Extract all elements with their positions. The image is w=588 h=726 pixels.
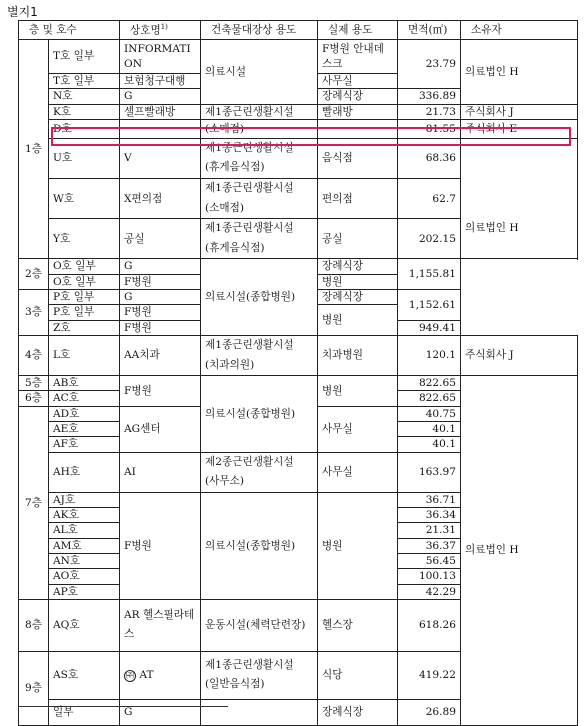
area-cell: 163.97 (398, 452, 461, 492)
registry-cell: 제1종근린생활시설 (일반음식점) (201, 651, 318, 699)
area-cell: 1,152.61 (398, 290, 461, 321)
floor-cell: 5층 (19, 376, 49, 391)
table-row (19, 138, 578, 178)
area-cell: 1,155.81 (398, 259, 461, 290)
trade-cell: F병원 (120, 492, 201, 599)
unit-cell: AF호 (49, 437, 120, 452)
footnote-rule (18, 706, 228, 707)
registry-cell: 제1종근린생활시설 (소매점) (201, 179, 318, 219)
header-actual-use: 실제 용도 (318, 21, 398, 40)
registry-cell: 의료시설(종합병원) (201, 376, 318, 452)
unit-cell: AQ호 (49, 599, 120, 651)
area-cell: 42.29 (398, 584, 461, 599)
trade-cell: AG센터 (120, 406, 201, 452)
unit-cell: P호 일부 (49, 305, 120, 320)
actual-cell: 장례식장 (318, 699, 398, 725)
actual-cell: 병원 (318, 274, 398, 289)
actual-cell: 공실 (318, 219, 398, 259)
registry-cell: 의료시설(종합병원) (201, 259, 318, 335)
trade-cell: 셀프빨래방 (120, 104, 201, 119)
registry-cell: 운동시설(체력단련장) (201, 599, 318, 651)
unit-cell: AB호 (49, 376, 120, 391)
owner-cell: 의료법인 H (461, 376, 578, 726)
registry-cell: 의료시설 (201, 40, 318, 105)
area-cell: 336.89 (398, 89, 461, 104)
unit-cell: P호 일부 (49, 290, 120, 305)
unit-cell: AK호 (49, 508, 120, 523)
area-cell: 40.1 (398, 437, 461, 452)
actual-cell: 식당 (318, 651, 398, 699)
actual-cell: 음식점 (318, 138, 398, 178)
area-cell: 120.1 (398, 335, 461, 375)
trade-cell: AA치과 (120, 335, 201, 375)
owner-cell: 의료법인 H (461, 40, 578, 105)
area-cell: 618.26 (398, 599, 461, 651)
trade-cell (120, 119, 201, 138)
header-floor: 층 및 호수 (19, 21, 120, 40)
actual-cell: 빨래방 (318, 104, 398, 119)
building-use-table (18, 20, 578, 726)
unit-cell: U호 (49, 138, 120, 178)
registry-cell (201, 699, 318, 725)
unit-cell: O호 일부 (49, 274, 120, 289)
trade-cell: X편의점 (120, 179, 201, 219)
table-row (19, 376, 578, 391)
unit-cell: AS호 (49, 651, 120, 699)
actual-cell: 병원 (318, 376, 398, 407)
area-cell: 56.45 (398, 553, 461, 568)
registry-cell: 제1종근린생활시설 (201, 104, 318, 119)
floor-cell: 6층 (19, 391, 49, 406)
header-area: 면적(㎡) (398, 21, 461, 40)
trade-cell: F병원 (120, 305, 201, 320)
actual-cell: 장례식장 (318, 259, 398, 274)
area-cell: 81.55 (398, 119, 461, 138)
area-cell: 822.65 (398, 391, 461, 406)
trade-cell: AI (120, 452, 201, 492)
actual-cell: 편의점 (318, 179, 398, 219)
trade-cell: G (120, 290, 201, 305)
registry-cell: 제1종근린생활시설 (치과의원) (201, 335, 318, 375)
header-registry-use: 건축물대장상 용도 (201, 21, 318, 40)
owner-cell: 의료법인 H (461, 138, 578, 259)
unit-cell: AO호 (49, 569, 120, 584)
unit-cell: L호 (49, 335, 120, 375)
area-cell: 23.79 (398, 40, 461, 89)
registry-cell: 의료시설(종합병원) (201, 492, 318, 599)
table-row (19, 40, 578, 74)
area-cell: 949.41 (398, 320, 461, 335)
area-cell: 40.75 (398, 406, 461, 421)
actual-cell: F병원 안내데스크 (318, 40, 398, 74)
trade-cell: INFORMATION (120, 40, 201, 74)
actual-cell: 사무실 (318, 452, 398, 492)
registry-cell: (소매점) (201, 119, 318, 138)
trade-cell: G (120, 89, 201, 104)
trade-cell: 보험청구대행 (120, 74, 201, 89)
unit-cell: K호 (49, 104, 120, 119)
area-cell: 21.73 (398, 104, 461, 119)
actual-cell: 사무실 (318, 74, 398, 89)
attachment-title: 별지1 (7, 5, 38, 19)
actual-cell: 병원 (318, 492, 398, 599)
actual-cell: 장례식장 (318, 89, 398, 104)
trade-cell: F병원 (120, 274, 201, 289)
actual-cell: 치과병원 (318, 335, 398, 375)
trade-cell: 공실 (120, 219, 201, 259)
actual-cell: 사무실 (318, 406, 398, 452)
table-row (19, 104, 578, 119)
area-cell: 36.71 (398, 492, 461, 507)
area-cell: 202.15 (398, 219, 461, 259)
unit-cell: AD호 (49, 406, 120, 421)
floor-cell: 2층 (19, 259, 49, 290)
trade-cell: F병원 (120, 320, 201, 335)
registry-cell: 제1종근린생활시설 (휴게음식점) (201, 219, 318, 259)
actual-cell: 헬스장 (318, 599, 398, 651)
floor-cell: 9층 (19, 651, 49, 725)
trade-cell: G (120, 259, 201, 274)
floor-cell: 8층 (19, 599, 49, 651)
unit-cell: N호 (49, 89, 120, 104)
owner-cell: 주식회사 J (461, 335, 578, 375)
unit-cell: AN호 (49, 553, 120, 568)
actual-cell (318, 119, 398, 138)
owner-cell: 주식회사 E (461, 119, 578, 138)
area-cell: 68.36 (398, 138, 461, 178)
header-owner: 소유자 (461, 21, 578, 40)
unit-cell: AH호 (49, 452, 120, 492)
unit-cell: AP호 (49, 584, 120, 599)
area-cell: 40.1 (398, 422, 461, 437)
area-cell: 100.13 (398, 569, 461, 584)
table-row (19, 259, 578, 274)
area-cell: 21.31 (398, 523, 461, 538)
table-row (19, 335, 578, 375)
header-trade: 상호명$^{1)}$ (120, 21, 201, 40)
unit-cell: Y호 (49, 219, 120, 259)
unit-cell: T호 일부 (49, 40, 120, 74)
corporation-mark: ㈜ (126, 671, 135, 681)
floor-cell: 4층 (19, 335, 49, 375)
area-cell: 419.22 (398, 651, 461, 699)
unit-cell: W호 (49, 179, 120, 219)
unit-cell: 일부 (49, 699, 120, 725)
unit-cell: O호 일부 (49, 259, 120, 274)
trade-cell: AR 헬스필라테스 (120, 599, 201, 651)
unit-cell: AJ호 (49, 492, 120, 507)
registry-cell: 제1종근린생활시설 (휴게음식점) (201, 138, 318, 178)
unit-cell: AC호 (49, 391, 120, 406)
owner-cell: 주식회사 J (461, 104, 578, 119)
header-row (19, 21, 578, 40)
trade-cell: G (120, 699, 201, 725)
trade-cell: F병원 (120, 376, 201, 407)
registry-cell: 제2종근린생활시설 (사무소) (201, 452, 318, 492)
table-row-highlighted (19, 119, 578, 138)
unit-cell: AL호 (49, 523, 120, 538)
unit-cell: Z호 (49, 320, 120, 335)
floor-cell: 1층 (19, 40, 49, 259)
actual-cell: 장례식장 (318, 290, 398, 305)
trade-cell: V (120, 138, 201, 178)
unit-cell: AM호 (49, 538, 120, 553)
floor-cell: 7층 (19, 406, 49, 599)
floor-cell: 3층 (19, 290, 49, 336)
area-cell: 36.34 (398, 508, 461, 523)
area-cell: 62.7 (398, 179, 461, 219)
area-cell: 26.89 (398, 699, 461, 725)
area-cell: 36.37 (398, 538, 461, 553)
actual-cell: 병원 (318, 305, 398, 336)
unit-cell: D호 (49, 119, 120, 138)
unit-cell: T호 일부 (49, 74, 120, 89)
area-cell: 822.65 (398, 376, 461, 391)
unit-cell: AE호 (49, 422, 120, 437)
trade-cell: ㈜ AT (120, 651, 201, 699)
